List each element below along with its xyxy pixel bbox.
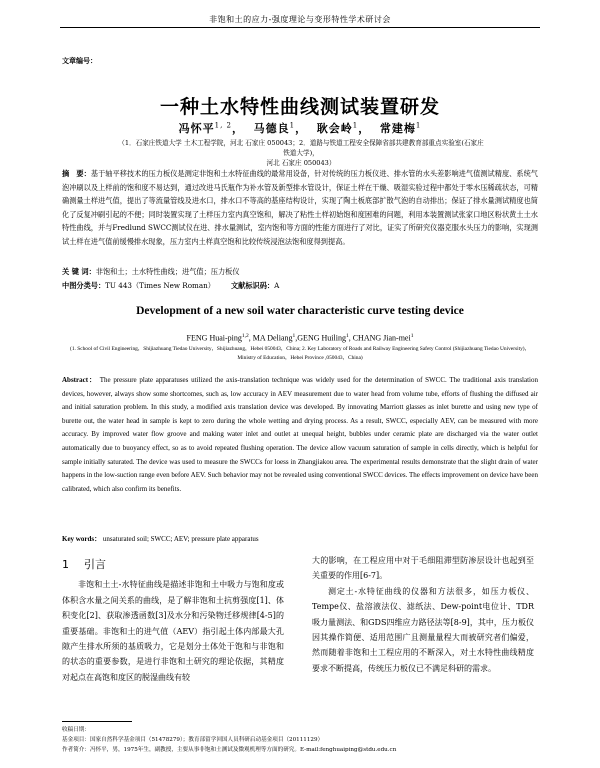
class-label: 中图分类号： <box>62 281 106 290</box>
running-head: 非饱和土的应力-强度理论与变形特性学术研讨会 <box>209 15 391 24</box>
section-number: 1 <box>62 558 69 571</box>
author-name: 耿会岭 <box>316 122 353 135</box>
keywords-label: Key words： <box>62 535 102 543</box>
article-number-label: 文章编号： <box>62 56 97 65</box>
author-name: FENG Huai-ping <box>186 333 242 343</box>
english-title: Development of a new soil water characteristic curve testing device <box>136 305 464 317</box>
abstract-label: Abstract： <box>62 376 97 384</box>
footnote-received: 收稿日期： <box>62 727 90 733</box>
header-rule <box>60 27 540 28</box>
class-value: TU 443（Times New Roman） <box>105 281 215 290</box>
author-sup: 1 <box>352 121 359 130</box>
author-sup: 1 <box>415 121 422 130</box>
body-paragraph: 非饱和土土-水特征曲线是描述非饱和土中吸力与饱和度或体积含水量之间关系的曲线，是了解非饱和土抗剪强度[1]、体积变化[2]、获取渗透函数[3]及水分和污染物迁移规律[4-5]的重要基础。非饱和土的进气值（AEV）指引起土体内部最大孔隙产生排水所须的基质吸力，它是划分土体处于饱和与非饱和的状态的重要参数，是进行非饱和土研究的理论依据，其精度对起点在高饱和度区的脱湿曲线有较 <box>62 580 284 682</box>
chinese-authors: 冯怀平$^{1, 2}$， 马德良$^1$， 耿会岭$^1$， 常建梅$^1$ <box>178 121 422 135</box>
chinese-affiliation <box>118 138 484 168</box>
body-paragraph: 测定土-水特征曲线的仪器和方法很多，如压力板仪、Tempe仪、盐溶液法仪、滤纸法、Dew-point电位计、TDR吸力量测法、和GDS四维应力路径法等[8-9]，其中，压力板仪因其操作简便、适用范围广且测量量程大而被研究者们偏爱，然而随着非饱和土工程应用的不断深入，对土水特性曲线精度要求不断提高，传统压力板仪已不满足科研的需求。 <box>312 586 534 673</box>
section-heading <box>62 557 284 572</box>
author-name: 马德良 <box>253 122 290 135</box>
footnote-author: 作者简介：冯怀平，男，1975年生，副教授，主要从事非饱和土测试及微观机理等方面的研究。E-mail:fenghuaiping@stdu.edu.cn <box>62 747 397 753</box>
chinese-title: 一种土水特性曲线测试装置研发 <box>159 96 440 118</box>
affiliation-line: （1．石家庄铁道大学 土木工程学院，河北 石家庄 050043；2．道路与铁道工程安全保障省部共建教育部重点实验室(石家庄铁道大学)， <box>118 139 484 157</box>
author-sup: 1, 2 <box>214 121 232 130</box>
abstract-label: 摘 要： <box>62 169 91 178</box>
keywords-text: unsaturated soil; SWCC; AEV; pressure plate apparatus <box>102 535 259 543</box>
affiliation-line: 河北 石家庄 050043） <box>266 159 336 167</box>
abstract-text: The pressure plate apparatuses utilized the axis-translation technique was widely used for the determination of SWCC. The traditional axis translation devices, however, always show some shortcomes, such as, low accuracy in AEV measurement due to water head from volume tube, efforts of flushing the diffused air and initial saturation problem. In this study, a modified axis translation device was developed. By innovating Marriott glasses as inlet burette and using new type of burette out, the water head in sample is kept to zero during the whole wetting and drying process. As a result, SWCC, especially AEV, can be measured with more accuracy. By improved water flow groove and making water inlet and outlet at unequal height, bubbles under ceramic plate are discharged via the water outlet automatically due to buoyancy effect, so as to avoid repeated flushing operation. The device allow vacuum saturation of sample in cells directly, which is helpful for sample initially saturated. The device was used to measure the SWCCs for loess in Zhangjiakou area. The experimental results demonstrate that the slight drain of water happens in the low-suction range even before AEV. Such behavior may not be revealed using conventional SWCC devices. The effects improvement on device have been calibrated, which also confirm its benefits. <box>62 376 538 493</box>
author-name: 常建梅 <box>379 122 416 135</box>
author-name: , CHANG Jian-mei <box>348 333 411 343</box>
english-abstract <box>62 374 538 496</box>
keywords-label: 关 键 词： <box>62 267 96 276</box>
doc-code-label: 文献标识码： <box>230 281 275 290</box>
chinese-abstract <box>62 167 538 249</box>
section-title: 引言 <box>84 558 106 571</box>
footnotes <box>62 725 538 755</box>
chinese-keywords <box>62 267 538 277</box>
doc-code-value: A <box>274 281 280 290</box>
footnote-fund: 基金项目：国家自然科学基金项目（51478279）；教育部留学回国人员科研启动基金项目（20111129） <box>62 737 324 743</box>
body-column-right <box>312 553 534 676</box>
english-keywords <box>62 534 538 544</box>
keywords-text: 非饱和土；土水特性曲线；进气值；压力板仪 <box>95 267 240 276</box>
english-authors <box>0 333 600 343</box>
author-name: 冯怀平 <box>178 122 215 135</box>
author-sup: 1 <box>410 333 414 339</box>
author-sup: 1 <box>345 333 349 339</box>
author-sup: 1,2 <box>241 333 249 339</box>
footnote-rule <box>62 721 132 722</box>
author-name: ,GENG Huiling <box>295 333 346 343</box>
author-name: , MA Deliang <box>248 333 293 343</box>
body-column-left <box>62 553 284 685</box>
classification-line <box>62 281 538 291</box>
abstract-text: 基于轴平移技术的压力板仪是测定非饱和土水特征曲线的最常用设备，针对传统的压力板仪进、排水管的水头差影响进气值测试精度、系统气泡冲刷以及上样前的饱和度不易达到，通过改进马氏瓶作为补水管及新型排水管设计，保证土样在干燥、吸湿实验过程中都处于零水压稀疏状态，可精确测量土样进气值，提出了等流量管线及进水口，排水口不等高的基座结构设计，实现了陶土板底部扩散气泡的自动排出；保证了排水量测试精度也简化了反复冲刷引起的不便；同时装置实现了土样压力室内真空饱和，解决了粘性土样初始饱和度困难的问题，利用本装置测试张家口地区粉状黄土土水特性曲线，并与Fredlund SWCC测试仪在进、排水量测试，室内饱和等方面的性能方面进行了对比，证实了所研究仪器克服水头压力的影响，实现测试土样在进气值前缓慢排水现象，压力室内土样真空饱和比较传统浸泡法饱和度得到提高。 <box>62 169 538 246</box>
author-sup: 1 <box>292 333 296 339</box>
english-affiliation: (1. School of Civil Engineering，Shijiazhuang Tiedao University，Shijiazhuang，Hebei 050043，China; 2. Key Laboratory of Roads and Railway Engineering Safety Control (Shijiazhuang Tiedao University)，Ministry of Education，Hebei Province ,050043，China) <box>70 346 530 361</box>
author-sup: 1 <box>289 121 296 130</box>
body-paragraph: 大的影响，在工程应用中对于毛细阻滞型防渗层设计也起到至关重要的作用[6-7]。 <box>312 556 534 581</box>
